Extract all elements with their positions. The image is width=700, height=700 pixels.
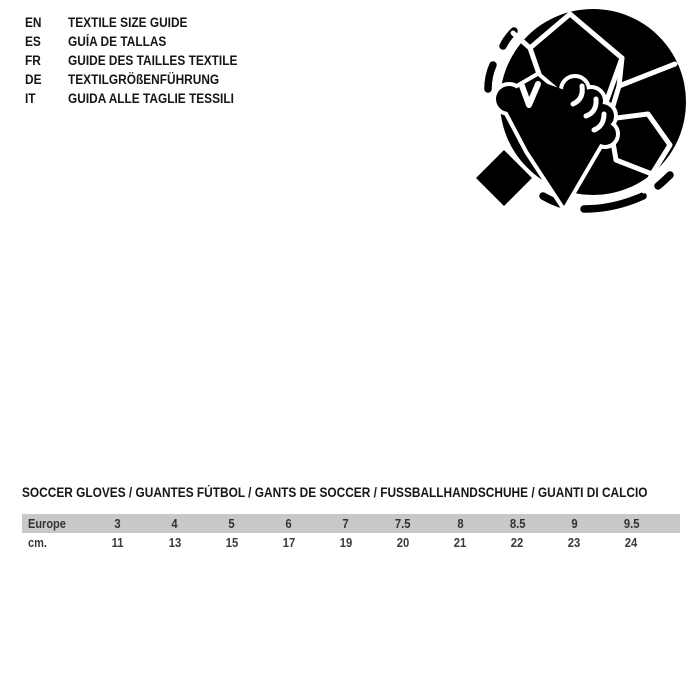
language-guide-list xyxy=(25,13,261,108)
table-cell: 7.5 xyxy=(395,516,411,531)
table-row-europe xyxy=(22,514,680,533)
language-label: TEXTILE SIZE GUIDE xyxy=(68,15,188,30)
row-label: cm. xyxy=(28,535,47,550)
size-table-title-text: SOCCER GLOVES / GUANTES FÚTBOL / GANTS DE SOCCER / FUSSBALLHANDSCHUHE / GUANTI DI CALCIO xyxy=(22,485,648,500)
language-label: GUÍA DE TALLAS xyxy=(68,34,167,49)
table-cell: 9 xyxy=(571,516,578,531)
language-code: FR xyxy=(25,53,41,68)
table-cell: 19 xyxy=(339,535,353,550)
table-cell: 22 xyxy=(510,535,524,550)
table-row-cm xyxy=(22,533,680,552)
language-row-fr xyxy=(25,51,261,70)
language-label: TEXTILGRÖßENFÜHRUNG xyxy=(68,72,220,87)
language-row-es xyxy=(25,32,261,51)
table-cell: 7 xyxy=(342,516,350,531)
table-cell: 24 xyxy=(625,535,638,550)
language-code: IT xyxy=(25,91,36,106)
language-row-it xyxy=(25,89,261,108)
table-cell: 20 xyxy=(396,535,410,550)
language-code: DE xyxy=(25,72,42,87)
table-cell: 9.5 xyxy=(623,516,640,531)
table-cell: 23 xyxy=(568,535,581,550)
language-code: ES xyxy=(25,34,41,49)
table-cell: 4 xyxy=(171,516,178,531)
language-row-en xyxy=(25,13,261,32)
language-code: EN xyxy=(25,15,42,30)
table-cell: 13 xyxy=(168,535,181,550)
language-label: GUIDE DES TAILLES TEXTILE xyxy=(68,53,238,68)
size-table xyxy=(22,514,680,552)
table-cell: 17 xyxy=(282,535,296,550)
table-cell: 5 xyxy=(228,516,235,531)
table-cell: 15 xyxy=(225,535,238,550)
table-cell: 8 xyxy=(456,516,464,531)
row-label: Europe xyxy=(28,516,66,531)
table-cell: 21 xyxy=(453,535,467,550)
table-cell: 6 xyxy=(285,516,292,531)
language-row-de xyxy=(25,70,261,89)
table-cell: 3 xyxy=(114,516,121,531)
table-cell: 8.5 xyxy=(509,516,526,531)
goalkeeper-glove-soccer-ball-icon xyxy=(476,2,696,217)
table-cell: 11 xyxy=(111,535,124,550)
size-table-title xyxy=(22,485,700,500)
language-label: GUIDA ALLE TAGLIE TESSILI xyxy=(68,91,234,106)
